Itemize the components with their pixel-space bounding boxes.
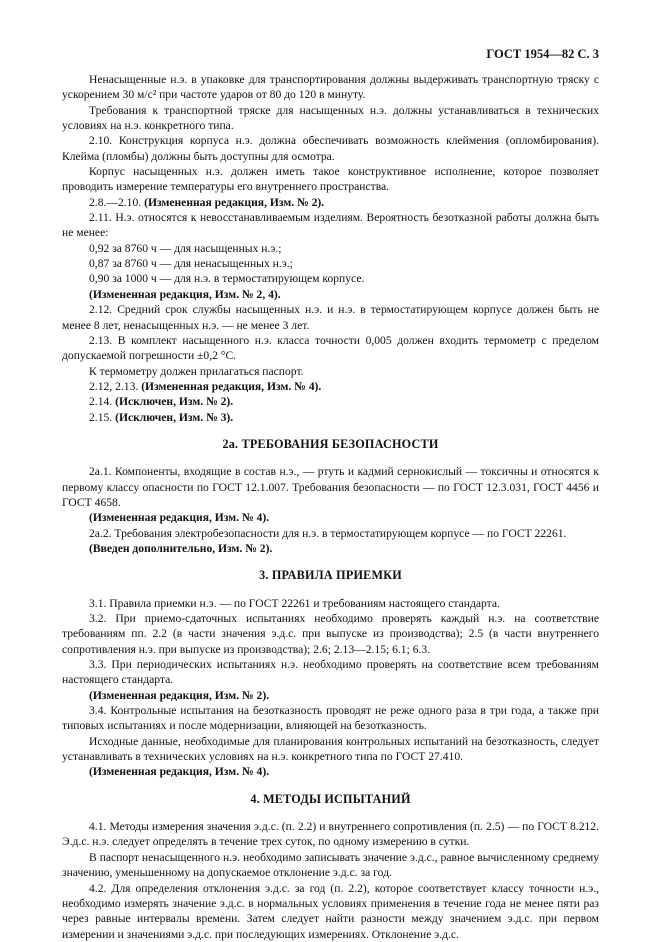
- section-heading: 2а. ТРЕБОВАНИЯ БЕЗОПАСНОСТИ: [222, 436, 439, 451]
- section-heading: 4. МЕТОДЫ ИСПЫТАНИЙ: [250, 791, 411, 806]
- amendment-note: (Измененная редакция, Изм. № 2).: [89, 688, 270, 702]
- amendment-note: (Измененная редакция, Изм. № 2).: [144, 195, 325, 209]
- paragraph: 2а.2. Требования электробезопасности для н.э. в термостатирующем корпусе — по ГОСТ 22261.: [89, 526, 567, 540]
- clause-ref: 2.15.: [89, 410, 113, 424]
- clause-ref: 2.8.—2.10.: [89, 195, 142, 209]
- paragraph: Исходные данные, необходимые для планирования контрольных испытаний на безотказность, следует устанавливать в технических условиях на н.э. конкретного типа по ГОСТ 27.410.: [62, 734, 599, 764]
- amendment-note: (Исключен, Изм. № 2).: [115, 395, 234, 409]
- list-item: 0,92 за 8760 ч — для насыщенных н.э.;: [89, 241, 282, 255]
- clause-ref: 2.12, 2.13.: [89, 379, 139, 393]
- amendment-note: (Исключен, Изм. № 3).: [115, 410, 234, 424]
- paragraph: К термометру должен прилагаться паспорт.: [89, 364, 304, 378]
- list-item: 0,90 за 1000 ч — для н.э. в термостатирующем корпусе.: [89, 272, 365, 286]
- paragraph: 3.2. При приемо-сдаточных испытаниях необходимо проверять каждый н.э. на соответствие требованиям пп. 2.2 (в части значения э.д.с. при выпуске из производства); 2.5 (в части внутреннего сопротивления н.э. при выпуске из производства); 2.6; 2.13—2.15; 6.1; 6.3.: [62, 612, 599, 656]
- amendment-note: (Измененная редакция, Изм. № 4).: [89, 511, 270, 525]
- amendment-note: (Измененная редакция, Изм. № 4).: [141, 379, 322, 393]
- paragraph: 2.10. Конструкция корпуса н.э. должна обеспечивать возможность клеймения (опломбирования). Клейма (пломбы) должны быть доступны для осмотра.: [62, 134, 599, 163]
- paragraph: 2а.1. Компоненты, входящие в состав н.э., — ртуть и кадмий сернокислый — токсичны и относятся к первому классу опасности по ГОСТ 12.1.007. Требования безопасности — по ГОСТ 12.3.031, ГОСТ 4456 и ГОСТ 4658.: [62, 465, 599, 509]
- page-header: ГОСТ 1954—82 С. 3: [486, 47, 599, 61]
- paragraph: Корпус насыщенных н.э. должен иметь такое конструктивное исполнение, которое позволяет проводить измерение температуры его внутреннего пространства.: [62, 165, 599, 194]
- document-body: [62, 42, 599, 942]
- amendment-line: [62, 410, 599, 425]
- paragraph: 3.3. При периодических испытаниях н.э. необходимо проверять на соответствие всем требованиям настоящего стандарта.: [62, 658, 599, 687]
- paragraph: Требования к транспортной тряске для насыщенных н.э. должны устанавливаться в технических условиях на н.э. конкретного типа.: [62, 103, 599, 133]
- paragraph: 2.13. В комплект насыщенного н.э. класса точности 0,005 должен входить термометр с пределом допускаемой погрешности ±0,2 °С.: [62, 333, 599, 363]
- section-heading: 3. ПРАВИЛА ПРИЕМКИ: [259, 568, 402, 583]
- paragraph: Ненасыщенные н.э. в упаковке для транспортирования должны выдерживать транспортную тряску с ускорением 30 м/с² при частоте ударов от 80 до 120 в минуту.: [62, 73, 599, 102]
- amendment-line: [62, 195, 599, 210]
- paragraph: 2.12. Средний срок службы насыщенных н.э. и н.э. в термостатирующем корпусе должен быть не менее 8 лет, ненасыщенных н.э. — не менее 3 лет.: [62, 303, 599, 332]
- paragraph: 3.1. Правила приемки н.э. — по ГОСТ 22261 и требованиям настоящего стандарта.: [89, 596, 500, 610]
- paragraph: 2.11. Н.э. относятся к невосстанавливаемым изделиям. Вероятность безотказной работы должна быть не менее:: [62, 211, 599, 240]
- clause-ref: 2.14.: [89, 395, 113, 409]
- paragraph: 4.2. Для определения отклонения э.д.с. за год (п. 2.2), которое соответствует классу точности н.э., необходимо измерять значение э.д.с. в нормальных условиях применения в течение года не менее пяти раз через равные интервалы времени. Затем следует найти разности между значением э.д.с. при первом измерении и значениями э.д.с. при последующих измерениях. Отклонение э.д.с.: [62, 881, 599, 941]
- amendment-line: [62, 394, 599, 409]
- list-item: 0,87 за 8760 ч — для ненасыщенных н.э.;: [89, 257, 293, 271]
- amendment-note: (Измененная редакция, Изм. № 4).: [89, 765, 270, 779]
- paragraph: 4.1. Методы измерения значения э.д.с. (п. 2.2) и внутреннего сопротивления (п. 2.5) — по ГОСТ 8.212. Э.д.с. н.э. следует определять в течение трех суток, по одному измерению в сутки.: [62, 820, 599, 849]
- amendment-note: (Введен дополнительно, Изм. № 2).: [89, 541, 273, 555]
- paragraph: В паспорт ненасыщенного н.э. необходимо записывать значение э.д.с., равное вычисленному среднему значению, уменьшенному на допускаемое отклонение э.д.с. за год.: [62, 850, 599, 880]
- amendment-line: [62, 379, 599, 394]
- paragraph: 3.4. Контрольные испытания на безотказность проводят не реже одного раза в три года, а также при типовых испытаниях и после модернизации, влияющей на безотказность.: [62, 704, 599, 733]
- amendment-note: (Измененная редакция, Изм. № 2, 4).: [89, 287, 281, 301]
